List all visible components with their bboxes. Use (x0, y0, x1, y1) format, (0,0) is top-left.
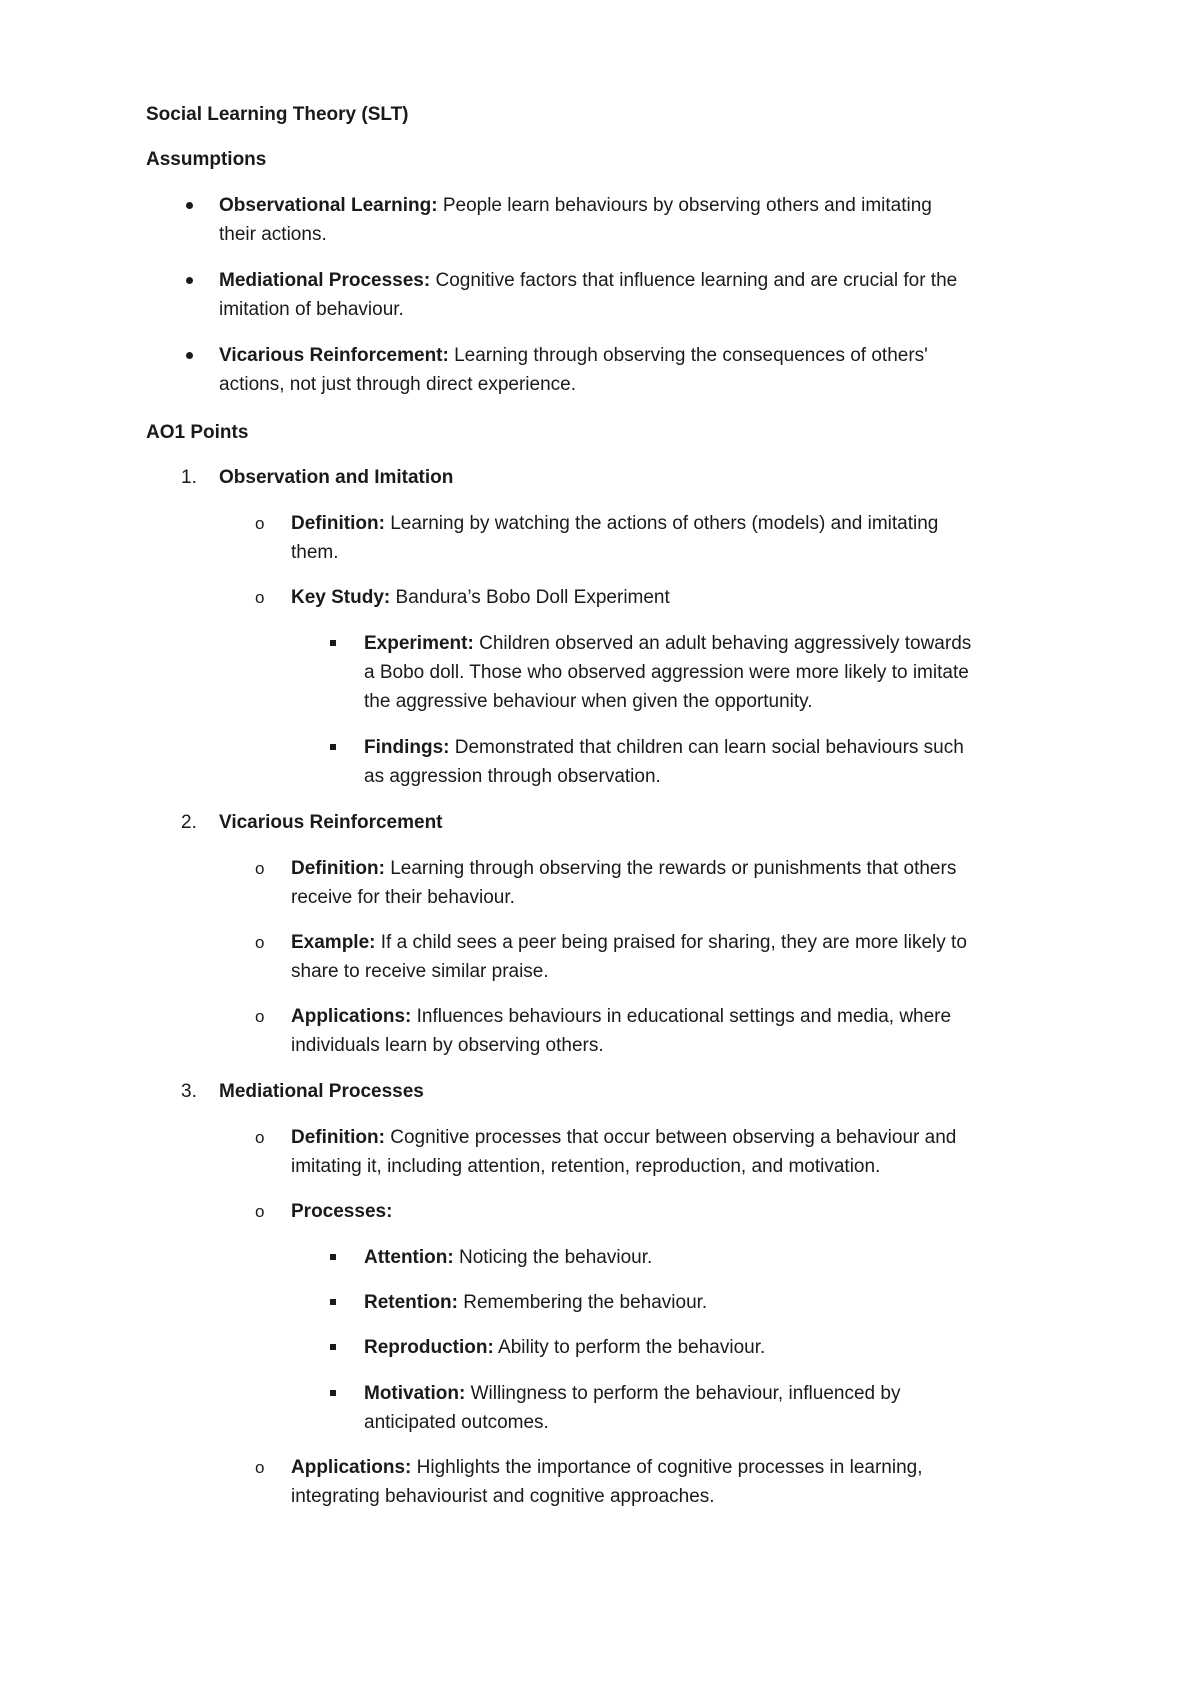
bullet-circle: o (255, 514, 265, 533)
assumption-item-cont: their actions. (219, 224, 327, 245)
point-title: Mediational Processes (219, 1081, 424, 1102)
bullet-square (330, 640, 336, 646)
sub-sub-item-cont: as aggression through observation. (364, 766, 661, 787)
assumption-item-cont: actions, not just through direct experience. (219, 374, 576, 395)
sub-sub-item: Findings: Demonstrated that children can learn social behaviours such (364, 737, 964, 758)
bullet-dot (186, 202, 193, 209)
bullet-square (330, 1254, 336, 1260)
bullet-circle: o (255, 1202, 265, 1221)
point-title: Observation and Imitation (219, 467, 454, 488)
sub-item-cont: imitating it, including attention, retention, reproduction, and motivation. (291, 1156, 881, 1177)
sub-item-cont: share to receive similar praise. (291, 961, 549, 982)
assumptions-heading: Assumptions (146, 149, 267, 170)
bullet-square (330, 744, 336, 750)
sub-item-cont: receive for their behaviour. (291, 887, 515, 908)
bullet-square (330, 1299, 336, 1305)
bullet-square (330, 1390, 336, 1396)
assumption-item-cont: imitation of behaviour. (219, 299, 404, 320)
sub-sub-item: Experiment: Children observed an adult behaving aggressively towards (364, 633, 972, 654)
sub-sub-item: Attention: Noticing the behaviour. (364, 1247, 653, 1268)
sub-item-cont: them. (291, 542, 339, 563)
list-number: 3. (181, 1081, 197, 1102)
sub-item: Applications: Influences behaviours in educational settings and media, where (291, 1006, 952, 1027)
bullet-circle: o (255, 933, 265, 952)
sub-item: Processes: (291, 1201, 393, 1222)
bullet-dot (186, 277, 193, 284)
bullet-dot (186, 352, 193, 359)
sub-sub-item-cont: a Bobo doll. Those who observed aggression were more likely to imitate (364, 662, 969, 683)
assumption-item: Vicarious Reinforcement: Learning through observing the consequences of others' (219, 345, 928, 366)
bullet-circle: o (255, 1007, 265, 1026)
assumption-item: Mediational Processes: Cognitive factors that influence learning and are crucial for the (219, 270, 958, 291)
sub-item-cont: individuals learn by observing others. (291, 1035, 604, 1056)
bullet-circle: o (255, 588, 265, 607)
sub-sub-item-cont: the aggressive behaviour when given the opportunity. (364, 691, 813, 712)
sub-item: Key Study: Bandura’s Bobo Doll Experiment (291, 587, 670, 608)
sub-item: Applications: Highlights the importance of cognitive processes in learning, (291, 1457, 923, 1478)
sub-sub-item: Motivation: Willingness to perform the behaviour, influenced by (364, 1383, 901, 1404)
sub-sub-item: Reproduction: Ability to perform the behaviour. (364, 1337, 766, 1358)
assumption-item: Observational Learning: People learn behaviours by observing others and imitating (219, 195, 932, 216)
sub-item: Definition: Cognitive processes that occur between observing a behaviour and (291, 1127, 957, 1148)
sub-item-cont: integrating behaviourist and cognitive approaches. (291, 1486, 715, 1507)
point-title: Vicarious Reinforcement (219, 812, 443, 833)
sub-item: Definition: Learning through observing the rewards or punishments that others (291, 858, 957, 879)
bullet-square (330, 1344, 336, 1350)
list-number: 2. (181, 812, 197, 833)
list-number: 1. (181, 467, 197, 488)
page-title: Social Learning Theory (SLT) (146, 104, 409, 125)
sub-sub-item-cont: anticipated outcomes. (364, 1412, 549, 1433)
sub-item: Example: If a child sees a peer being praised for sharing, they are more likely to (291, 932, 967, 953)
bullet-circle: o (255, 859, 265, 878)
sub-item: Definition: Learning by watching the actions of others (models) and imitating (291, 513, 939, 534)
sub-sub-item: Retention: Remembering the behaviour. (364, 1292, 708, 1313)
ao1-heading: AO1 Points (146, 422, 249, 443)
bullet-circle: o (255, 1458, 265, 1477)
bullet-circle: o (255, 1128, 265, 1147)
